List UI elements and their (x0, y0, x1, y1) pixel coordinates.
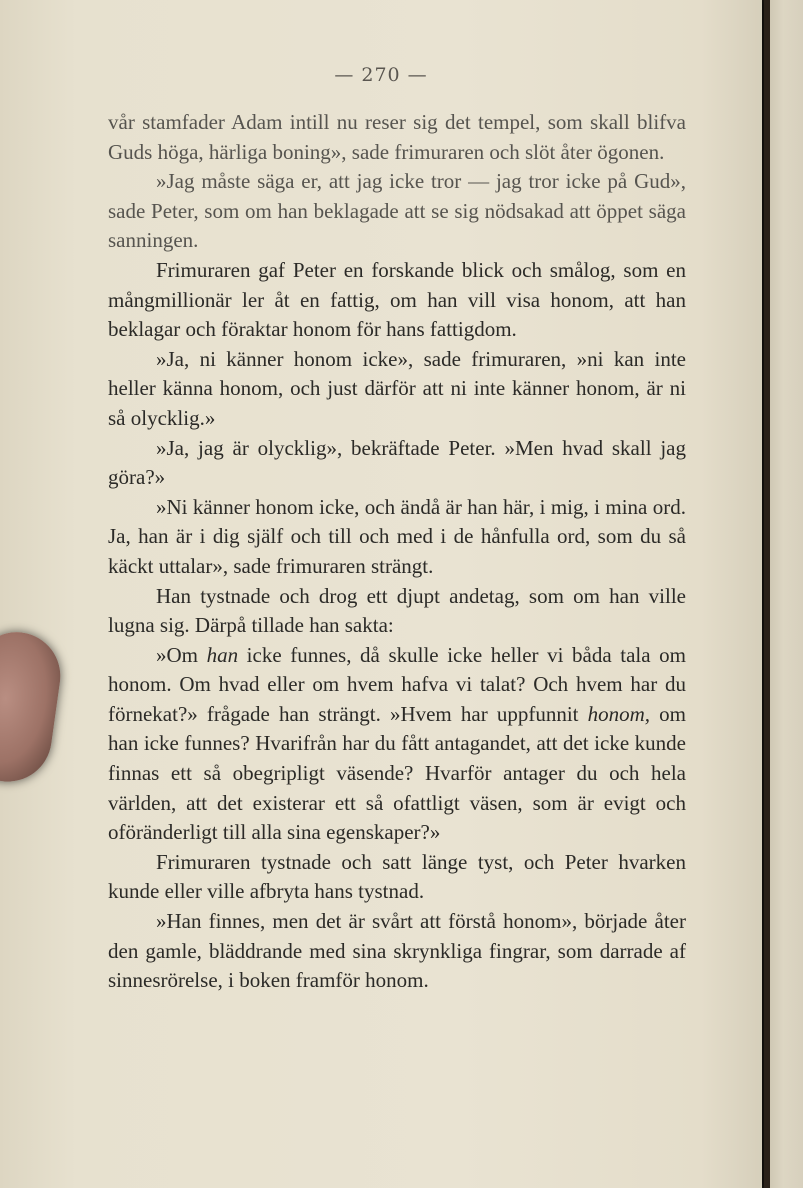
paragraph-8 (108, 641, 686, 848)
paragraph-2 (108, 167, 686, 256)
paragraph-8-text-1: »Om (156, 642, 207, 667)
paragraph-5-text: »Ja, jag är olycklig», bekräftade Peter. »Men hvad skall jag göra?» (108, 435, 686, 490)
paragraph-10 (108, 907, 686, 996)
paragraph-6-text: »Ni känner honom icke, och ändå är han här, i mig, i mina ord. Ja, han är i dig själf och till och med i de hånfulla ord, som du så käckt uttalar», sade frimuraren strängt. (108, 494, 686, 578)
adjacent-page-edge (770, 0, 803, 1188)
paragraph-4 (108, 345, 686, 434)
paragraph-8-italic-2: honom, (587, 701, 651, 726)
paragraph-7 (108, 582, 686, 641)
paragraph-4-text: »Ja, ni känner honom icke», sade frimuraren, »ni kan inte heller känna honom, och just därför att ni inte känner honom, är ni så olycklig.» (108, 346, 686, 430)
paragraph-8-italic-1: han (206, 642, 239, 667)
paragraph-2-text: »Jag måste säga er, att jag icke tror — jag tror icke på Gud», sade Peter, som om han beklagade att se sig nödsakad att öppet säga sanningen. (108, 169, 686, 253)
paragraph-8-text-3: om han icke funnes? Hvarifrån har du fått antagandet, att det icke kunde finnas ett så obegripligt väsende? Hvarför antager du och hela världen, att det existerar ett så ofattligt väsen, som är evigt och oföränderligt till alla sina egenskaper?» (108, 701, 686, 845)
paragraph-6 (108, 493, 686, 582)
paragraph-9 (108, 848, 686, 907)
paragraph-1 (108, 108, 686, 167)
page-number: — 270 — (334, 64, 428, 86)
paragraph-7-text: Han tystnade och drog ett djupt andetag, som om han ville lugna sig. Därpå tillade han sakta: (108, 583, 686, 638)
paragraph-9-text: Frimuraren tystnade och satt länge tyst, och Peter hvarken kunde eller ville afbryta hans tystnad. (108, 849, 686, 904)
paragraph-1-text: vår stamfader Adam intill nu reser sig det tempel, som skall blifva Guds höga, härliga boning», sade frimuraren och slöt åter ögonen. (108, 110, 686, 164)
paragraph-10-text: »Han finnes, men det är svårt att förstå honom», började åter den gamle, bläddrande med sina skrynkliga fingrar, som darrade af sinnesrörelse, i boken framför honom. (108, 909, 686, 993)
page-body-text (108, 108, 686, 996)
paragraph-3-text: Frimuraren gaf Peter en forskande blick och smålog, som en mångmillionär ler åt en fattig, om han vill visa honom, att han beklagar och föraktar honom för hans fattigdom. (108, 257, 686, 342)
paragraph-8-text-2: icke funnes, då skulle icke heller vi båda tala om honom. Om hvad eller om hvem hafva vi talat? Och hvem har du förnekat?» frågade han strängt. »Hvem har uppfunnit (108, 642, 686, 726)
paragraph-3 (108, 256, 686, 345)
paragraph-5 (108, 434, 686, 493)
